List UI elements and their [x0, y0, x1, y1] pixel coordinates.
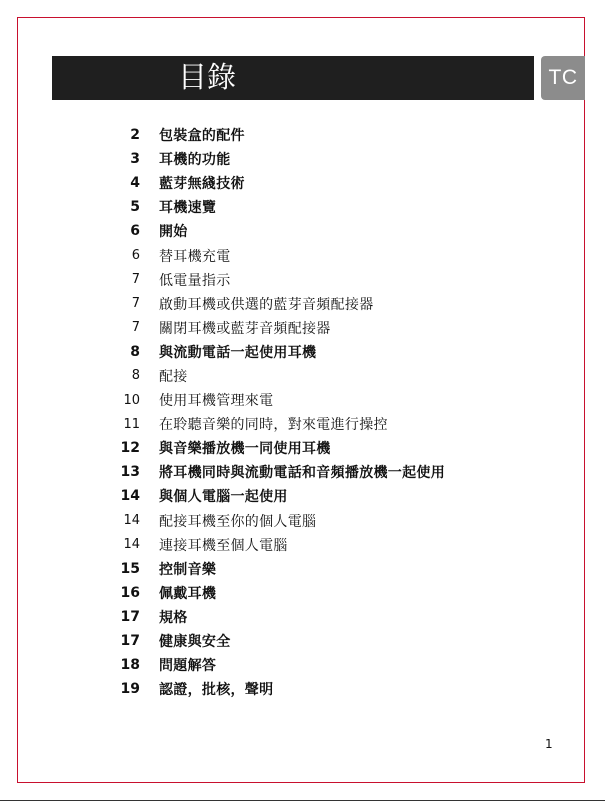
toc-entry-title: 認證，批核，聲明: [159, 682, 274, 699]
toc-entry[interactable]: [110, 436, 445, 460]
toc-page-number: 17: [120, 608, 140, 625]
table-of-contents: [110, 123, 445, 701]
toc-entry-title: 與流動電話一起使用耳機: [159, 344, 317, 361]
toc-entry-title: 配接: [159, 368, 188, 385]
toc-entry-title: 規格: [159, 609, 188, 626]
language-tab: TC: [541, 56, 585, 100]
toc-page-number: 11: [123, 416, 140, 432]
toc-entry-title: 健康與安全: [159, 634, 231, 651]
toc-page-number: 7: [131, 272, 140, 288]
toc-entry-title: 啟動耳機或供選的藍芽音頻配接器: [159, 296, 374, 313]
toc-entry[interactable]: [110, 557, 445, 581]
toc-entry[interactable]: [110, 677, 445, 701]
toc-page-number: 8: [130, 343, 140, 360]
toc-page-number: 14: [123, 513, 140, 529]
toc-page-number: 19: [120, 681, 140, 698]
toc-page-number: 7: [131, 296, 140, 312]
toc-page-number: 8: [131, 368, 140, 384]
toc-page-number: 3: [130, 151, 140, 168]
page-number: 1: [545, 737, 553, 751]
toc-page-number: 14: [123, 537, 140, 553]
title-bar: [52, 56, 534, 100]
toc-entry[interactable]: [110, 412, 445, 436]
toc-entry-title: 佩戴耳機: [159, 585, 217, 602]
toc-entry[interactable]: [110, 460, 445, 484]
toc-page-number: 17: [120, 633, 140, 650]
toc-entry[interactable]: [110, 316, 445, 340]
toc-entry-title: 與音樂播放機一同使用耳機: [159, 441, 331, 458]
toc-entry-title: 使用耳機管理來電: [159, 393, 274, 410]
toc-page-number: 2: [130, 127, 140, 144]
toc-entry[interactable]: [110, 484, 445, 508]
toc-entry[interactable]: [110, 219, 445, 243]
toc-entry-title: 替耳機充電: [159, 248, 231, 265]
toc-entry-title: 開始: [159, 224, 188, 241]
toc-entry[interactable]: [110, 509, 445, 533]
toc-entry-title: 問題解答: [159, 658, 217, 675]
toc-page-number: 7: [131, 320, 140, 336]
toc-page-number: 18: [120, 657, 140, 674]
toc-entry-title: 藍芽無綫技術: [159, 176, 245, 193]
toc-entry[interactable]: [110, 581, 445, 605]
toc-entry-title: 關閉耳機或藍芽音頻配接器: [159, 320, 331, 337]
toc-entry[interactable]: [110, 340, 445, 364]
toc-page-number: 6: [131, 248, 140, 264]
toc-entry-title: 在聆聽音樂的同時，對來電進行操控: [159, 417, 388, 434]
toc-entry-title: 配接耳機至你的個人電腦: [159, 513, 317, 530]
toc-page-number: 5: [130, 199, 140, 216]
toc-entry-title: 將耳機同時與流動電話和音頻播放機一起使用: [159, 465, 445, 482]
toc-entry[interactable]: [110, 388, 445, 412]
toc-entry[interactable]: [110, 147, 445, 171]
toc-page-number: 10: [123, 392, 140, 408]
bottom-rule: [0, 800, 605, 801]
toc-entry[interactable]: [110, 195, 445, 219]
toc-page-number: 15: [120, 560, 140, 577]
toc-page-number: 13: [120, 464, 140, 481]
toc-entry-title: 耳機的功能: [159, 152, 231, 169]
toc-entry[interactable]: [110, 364, 445, 388]
toc-entry-title: 連接耳機至個人電腦: [159, 537, 288, 554]
toc-entry-title: 低電量指示: [159, 272, 231, 289]
toc-entry-title: 耳機速覽: [159, 200, 217, 217]
toc-entry[interactable]: [110, 123, 445, 147]
toc-entry-title: 包裝盒的配件: [159, 128, 245, 145]
toc-entry[interactable]: [110, 292, 445, 316]
toc-entry[interactable]: [110, 171, 445, 195]
toc-entry[interactable]: [110, 243, 445, 267]
toc-entry[interactable]: [110, 533, 445, 557]
toc-entry[interactable]: [110, 629, 445, 653]
page-title: 目錄: [178, 60, 237, 94]
toc-page-number: 16: [120, 584, 140, 601]
toc-entry[interactable]: [110, 268, 445, 292]
toc-page-number: 14: [120, 488, 140, 505]
toc-page-number: 12: [120, 440, 140, 457]
toc-page-number: 4: [130, 175, 140, 192]
toc-entry[interactable]: [110, 605, 445, 629]
toc-page-number: 6: [130, 223, 140, 240]
toc-entry-title: 控制音樂: [159, 561, 217, 578]
toc-entry-title: 與個人電腦一起使用: [159, 489, 288, 506]
toc-entry[interactable]: [110, 653, 445, 677]
